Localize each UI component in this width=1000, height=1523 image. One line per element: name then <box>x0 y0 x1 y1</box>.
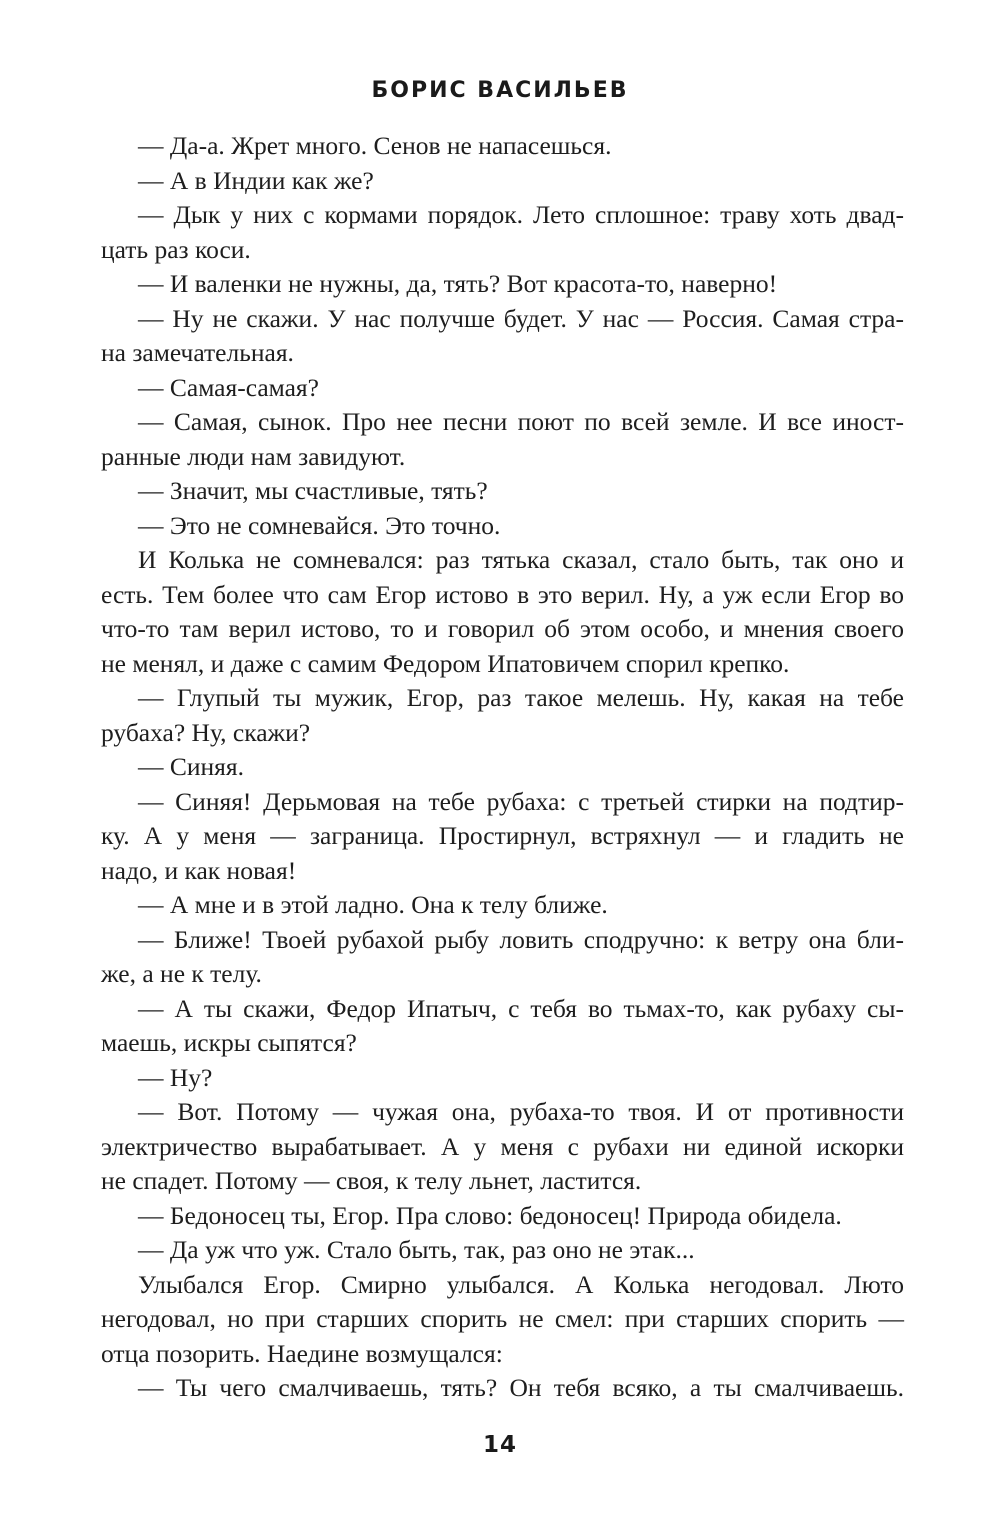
body-text <box>101 129 904 1406</box>
page-number: 14 <box>482 1432 517 1458</box>
text-line: — Глупый ты мужик, Егор, раз такое мелешь. Ну, какая на тебе <box>138 683 904 712</box>
text-line: И Колька не сомневался: раз тятька сказал, стало быть, так оно и <box>138 545 904 574</box>
text-line: не спадет. Потому — своя, к телу льнет, ластится. <box>101 1166 642 1195</box>
text-line: не менял, и даже с самим Федором Ипатовичем спорил крепко. <box>101 648 790 678</box>
text-line: — Самая, сынок. Про нее песни поют по всей земле. И все иност- <box>138 407 904 436</box>
text-line: — Самая-самая? <box>138 372 319 402</box>
text-line: на замечательная. <box>101 338 294 367</box>
text-line: — А мне и в этой ладно. Она к телу ближе. <box>138 890 608 919</box>
text-line: — Ты чего смалчиваешь, тять? Он тебя всяко, а ты смалчиваешь. <box>138 1373 904 1402</box>
text-line: что-то там верил истово, то и говорил об этом особо, и мнения своего <box>101 614 904 643</box>
text-line: надо, и как новая! <box>101 855 297 885</box>
text-line: электричество вырабатывает. А у меня с рубахи ни единой искорки <box>101 1131 904 1161</box>
text-line: отца позорить. Наедине возмущался: <box>101 1338 503 1368</box>
text-line: — Ну не скажи. У нас получше будет. У нас — Россия. Самая стра- <box>138 303 904 333</box>
text-line: маешь, искры сыпятся? <box>101 1028 357 1057</box>
text-line: — Вот. Потому — чужая она, рубаха-то твоя. И от противности <box>138 1097 904 1126</box>
text-line: — Значит, мы счастливые, тять? <box>138 476 488 505</box>
text-line: — И валенки не нужны, да, тять? Вот красота-то, наверно! <box>138 269 778 298</box>
running-head-author: БОРИС ВАСИЛЬЕВ <box>371 78 629 103</box>
text-line: ку. А у меня — заграница. Простирнул, встряхнул — и гладить не <box>101 821 904 850</box>
text-line: — Да уж что уж. Стало быть, так, раз оно не этак... <box>138 1235 695 1264</box>
text-line: — Синяя. <box>138 752 245 781</box>
text-line: — А ты скажи, Федор Ипатыч, с тебя во тьмах-то, как рубаху сы- <box>138 993 904 1023</box>
text-line: — Это не сомневайся. Это точно. <box>138 510 501 540</box>
text-line: — Ну? <box>138 1062 213 1092</box>
text-line: — Дык у них с кормами порядок. Лето сплошное: траву хоть двад- <box>138 200 904 229</box>
text-line: ранные люди нам завидуют. <box>101 441 406 471</box>
text-line: негодовал, но при старших спорить не смел: при старших спорить — <box>101 1304 904 1333</box>
text-line: Улыбался Егор. Смирно улыбался. А Колька негодовал. Люто <box>138 1269 904 1299</box>
text-line: — Синяя! Дерьмовая на тебе рубаха: с третьей стирки на подтир- <box>138 786 904 816</box>
text-line: — Да-а. Жрет много. Сенов не напасешься. <box>138 131 612 160</box>
text-line: — Бедоносец ты, Егор. Пра слово: бедоносец! Природа обидела. <box>138 1200 842 1230</box>
text-line: рубаха? Ну, скажи? <box>101 717 311 747</box>
text-line: — Ближе! Твоей рубахой рыбу ловить сподручно: к ветру она бли- <box>138 924 904 954</box>
text-line: же, а не к телу. <box>101 959 262 988</box>
text-line: — А в Индии как же? <box>138 165 374 195</box>
text-line: есть. Тем более что сам Егор истово в это верил. Ну, а уж если Егор во <box>101 579 904 609</box>
text-line: цать раз коси. <box>101 234 251 264</box>
